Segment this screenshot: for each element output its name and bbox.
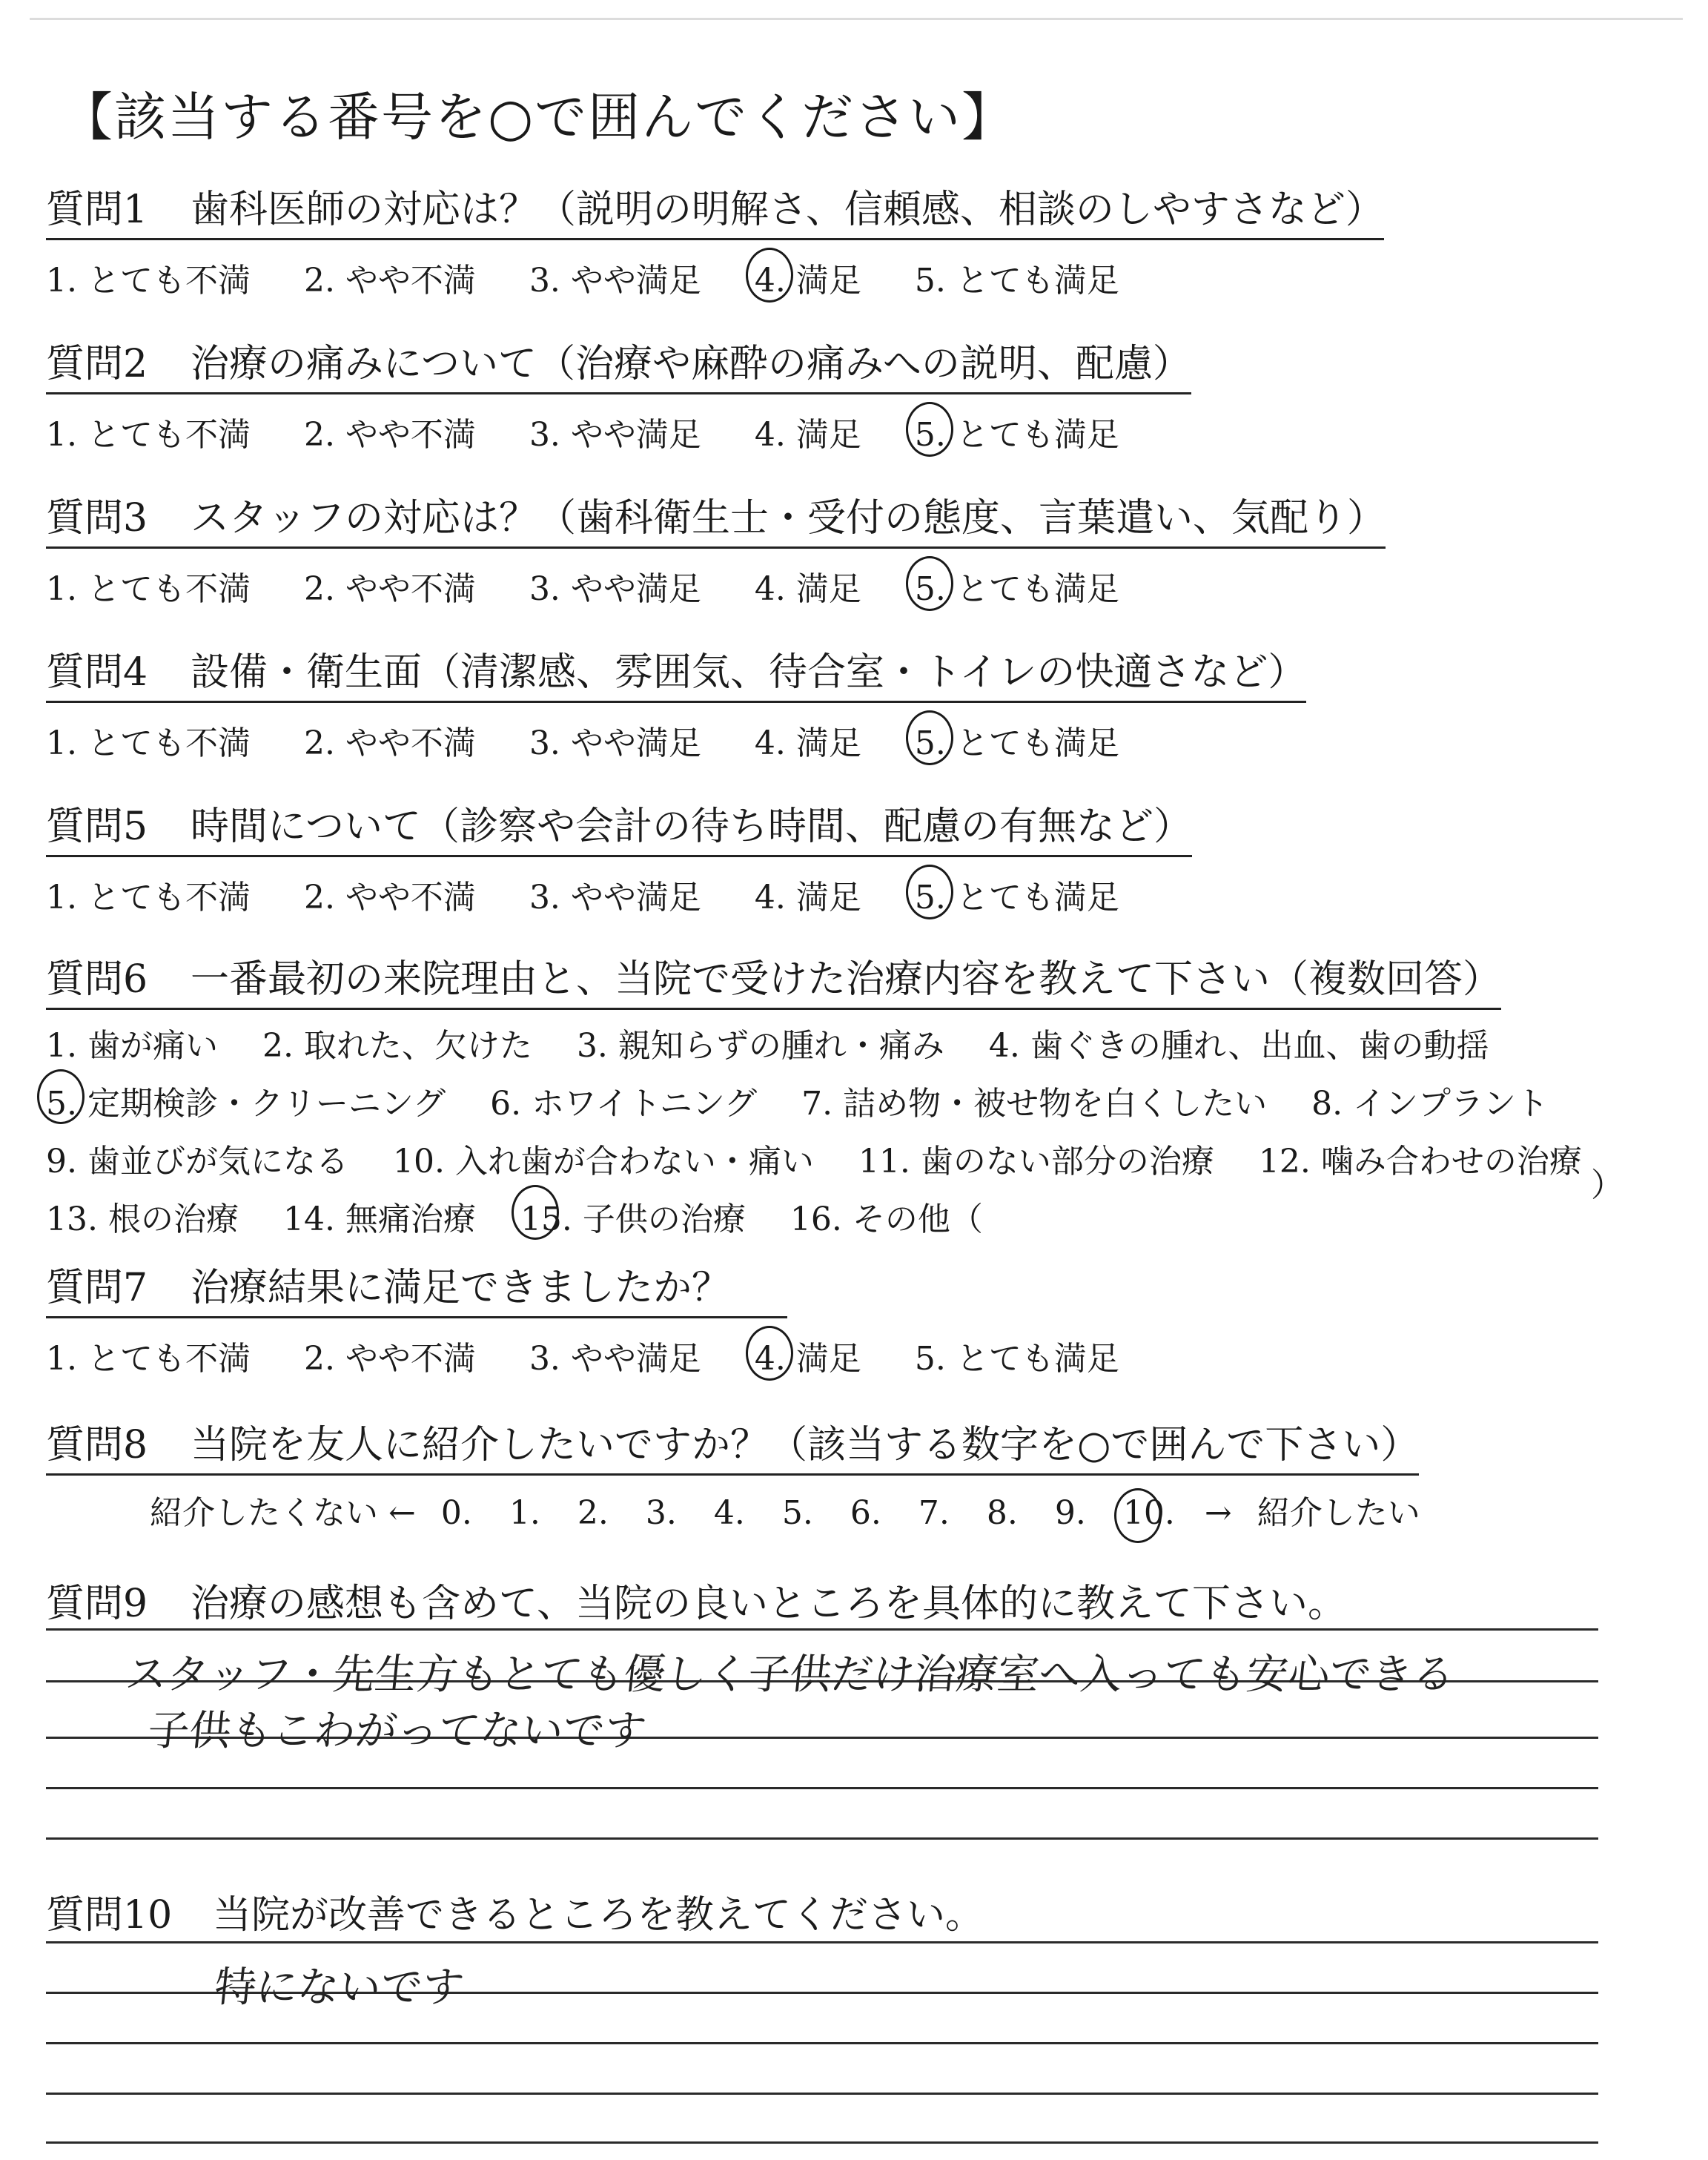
question-10-heading [46,1883,984,1939]
q7-option-4-circled[interactable]: 4. 満足 [755,1332,861,1379]
question-1 [46,178,1384,301]
q5-option-5-circled[interactable]: 5. とても満足 [915,871,1119,918]
question-7-text: 治療結果に満足できましたか？ [191,1266,731,1310]
q6-option-15-circled[interactable]: 15. 子供の治療 [520,1191,746,1249]
q6-row-4 [46,1191,1616,1249]
question-8 [46,1413,1420,1533]
q5-option-3[interactable]: 3. やや満足 [529,879,701,916]
q8-number-5[interactable]: 5. [781,1494,813,1532]
q9-answer-rule [46,1787,1598,1789]
q6-option-1[interactable]: 1. 歯が痛い [46,1027,218,1065]
q6-option-14[interactable]: 14. 無痛治療 [282,1200,476,1238]
q4-option-4[interactable]: 4. 満足 [754,724,861,762]
q10-answer-rule [46,1941,1598,1943]
question-7 [46,1256,1162,1379]
q3-option-5-circled[interactable]: 5. とても満足 [915,562,1119,610]
q1-option-2[interactable]: 2. やや不満 [303,262,476,300]
q8-number-8[interactable]: 8. [986,1494,1018,1532]
q9-handwritten-answer-line-1: スタッフ・先生方もとても優しく子供だけ治療室へ入っても安心できる [123,1651,1457,1699]
question-3-number: 質問3 [46,496,148,541]
q1-option-5[interactable]: 5. とても満足 [914,262,1119,300]
question-1-text: 歯科医師の対応は？（説明の明解さ、信頼感、相談のしやすさなど） [191,188,1384,232]
q7-option-1[interactable]: 1. とても不満 [46,1340,251,1378]
q2-option-2[interactable]: 2. やや不満 [303,416,476,454]
question-2-number: 質問2 [46,342,148,386]
question-2-text: 治療の痛みについて（治療や麻酔の痛みへの説明、配慮） [191,342,1191,386]
q6-option-4[interactable]: 4. 歯ぐきの腫れ、出血、歯の動揺 [988,1027,1489,1065]
question-4-options [46,716,1306,764]
question-10-text: 当院が改善できるところを教えてください。 [213,1893,984,1938]
question-8-number: 質問8 [46,1423,148,1467]
q5-option-1[interactable]: 1. とても不満 [46,879,251,916]
q6-option-3[interactable]: 3. 親知らずの腫れ・痛み [576,1027,944,1065]
question-10 [46,1883,984,1939]
q8-left-arrow-icon: ← [388,1494,416,1532]
q6-option-5-circled[interactable]: 5. 定期検診・クリーニング [46,1075,446,1133]
q8-number-3[interactable]: 3. [645,1494,677,1532]
question-5-heading [46,795,1192,857]
question-7-heading [46,1256,787,1318]
q2-option-3[interactable]: 3. やや満足 [529,416,701,454]
page-title: 【該当する番号を○で囲んでください】 [61,87,1016,148]
q8-number-10-circled[interactable]: 10. [1122,1494,1175,1532]
question-4-number: 質問4 [46,650,148,695]
q4-option-5-circled[interactable]: 5. とても満足 [915,716,1119,764]
q1-option-1[interactable]: 1. とても不満 [46,262,251,300]
question-8-scale [46,1486,1420,1533]
question-7-options [46,1332,1162,1379]
q3-option-2[interactable]: 2. やや不満 [303,570,476,608]
question-6-number: 質問6 [46,957,148,1002]
question-2 [46,332,1191,455]
q2-option-4[interactable]: 4. 満足 [754,416,861,454]
q8-number-1[interactable]: 1. [509,1494,540,1532]
q6-option-6[interactable]: 6. ホワイトニング [490,1085,758,1123]
q9-answer-rule [46,1628,1598,1631]
q2-option-5-circled[interactable]: 5. とても満足 [915,408,1119,455]
q4-option-1[interactable]: 1. とても不満 [46,724,251,762]
q6-other-close-paren: ） [1591,1166,1623,1204]
q2-option-1[interactable]: 1. とても不満 [46,416,251,454]
question-6-heading [46,948,1501,1010]
q6-row-3 [46,1133,1616,1191]
q8-number-7[interactable]: 7. [918,1494,950,1532]
question-3 [46,486,1386,610]
q6-option-12[interactable]: 12. 噛み合わせの治療 [1258,1143,1582,1180]
q4-option-2[interactable]: 2. やや不満 [303,724,476,762]
question-4-heading [46,641,1306,703]
q5-option-4[interactable]: 4. 満足 [754,879,861,916]
question-3-text: スタッフの対応は？（歯科衛生士・受付の態度、言葉遣い、気配り） [191,496,1386,541]
q6-option-13[interactable]: 13. 根の治療 [46,1200,239,1238]
q3-option-1[interactable]: 1. とても不満 [46,570,251,608]
q4-option-3[interactable]: 3. やや満足 [529,724,701,762]
question-6-text: 一番最初の来院理由と、当院で受けた治療内容を教えて下さい（複数回答） [191,957,1502,1002]
q6-row-2 [46,1075,1616,1133]
question-7-number: 質問7 [46,1266,148,1310]
q10-answer-rule [46,2093,1598,2095]
q8-number-9[interactable]: 9. [1054,1494,1086,1532]
question-9-number: 質問9 [46,1582,148,1626]
q8-number-6[interactable]: 6. [850,1494,881,1532]
question-5-number: 質問5 [46,805,148,849]
question-10-number: 質問10 [46,1893,173,1938]
question-4 [46,641,1306,764]
question-5-options [46,871,1192,918]
q10-answer-rule [46,2141,1598,2144]
question-6-options [46,1017,1616,1249]
q5-option-2[interactable]: 2. やや不満 [303,879,476,916]
question-5-text: 時間について（診察や会計の待ち時間、配慮の有無など） [191,805,1192,849]
q8-number-0[interactable]: 0. [440,1494,472,1532]
question-9 [46,1572,1346,1628]
question-1-options [46,254,1384,301]
q6-option-2[interactable]: 2. 取れた、欠けた [262,1027,532,1065]
q6-option-8[interactable]: 8. インプラント [1311,1085,1549,1123]
q6-option-10[interactable]: 10. 入れ歯が合わない・痛い [392,1143,814,1180]
q8-right-label: 紹介したい [1257,1494,1420,1532]
q6-option-16[interactable]: 16. その他（ [790,1200,983,1238]
question-2-heading [46,332,1191,394]
q3-option-3[interactable]: 3. やや満足 [529,570,701,608]
question-6 [46,948,1616,1249]
question-8-heading [46,1413,1419,1476]
question-1-number: 質問1 [46,188,148,232]
q3-option-4[interactable]: 4. 満足 [754,570,861,608]
question-8-text: 当院を友人に紹介したいですか？（該当する数字を○で囲んで下さい） [191,1423,1420,1467]
q8-number-4[interactable]: 4. [713,1494,745,1532]
q8-number-2[interactable]: 2. [577,1494,609,1532]
question-9-heading [46,1572,1346,1628]
q6-option-11[interactable]: 11. 歯のない部分の治療 [858,1143,1214,1180]
q8-left-label: 紹介したくない [150,1494,378,1532]
question-4-text: 設備・衛生面（清潔感、雰囲気、待合室・トイレの快適さなど） [191,650,1307,695]
question-2-options [46,408,1191,455]
question-9-text: 治療の感想も含めて、当院の良いところを具体的に教えて下さい。 [191,1582,1346,1626]
q7-option-5[interactable]: 5. とても満足 [914,1340,1119,1378]
q1-option-3[interactable]: 3. やや満足 [529,262,701,300]
q10-handwritten-answer: 特にないです [212,1964,466,2012]
q6-row-1 [46,1017,1616,1075]
question-3-options [46,562,1386,610]
question-1-heading [46,178,1384,240]
question-5 [46,795,1192,918]
q9-answer-rule [46,1837,1598,1840]
q6-option-9[interactable]: 9. 歯並びが気になる [46,1143,348,1180]
q9-handwritten-answer-line-2: 子供もこわがってないです [145,1707,649,1755]
q10-answer-rule [46,2042,1598,2044]
question-3-heading [46,486,1386,549]
q7-option-3[interactable]: 3. やや満足 [529,1340,701,1378]
q8-right-arrow-icon: → [1204,1494,1232,1532]
top-edge-line [30,18,1683,20]
q6-option-7[interactable]: 7. 詰め物・被せ物を白くしたい [801,1085,1268,1123]
q1-option-4-circled[interactable]: 4. 満足 [755,254,861,301]
q7-option-2[interactable]: 2. やや不満 [303,1340,476,1378]
